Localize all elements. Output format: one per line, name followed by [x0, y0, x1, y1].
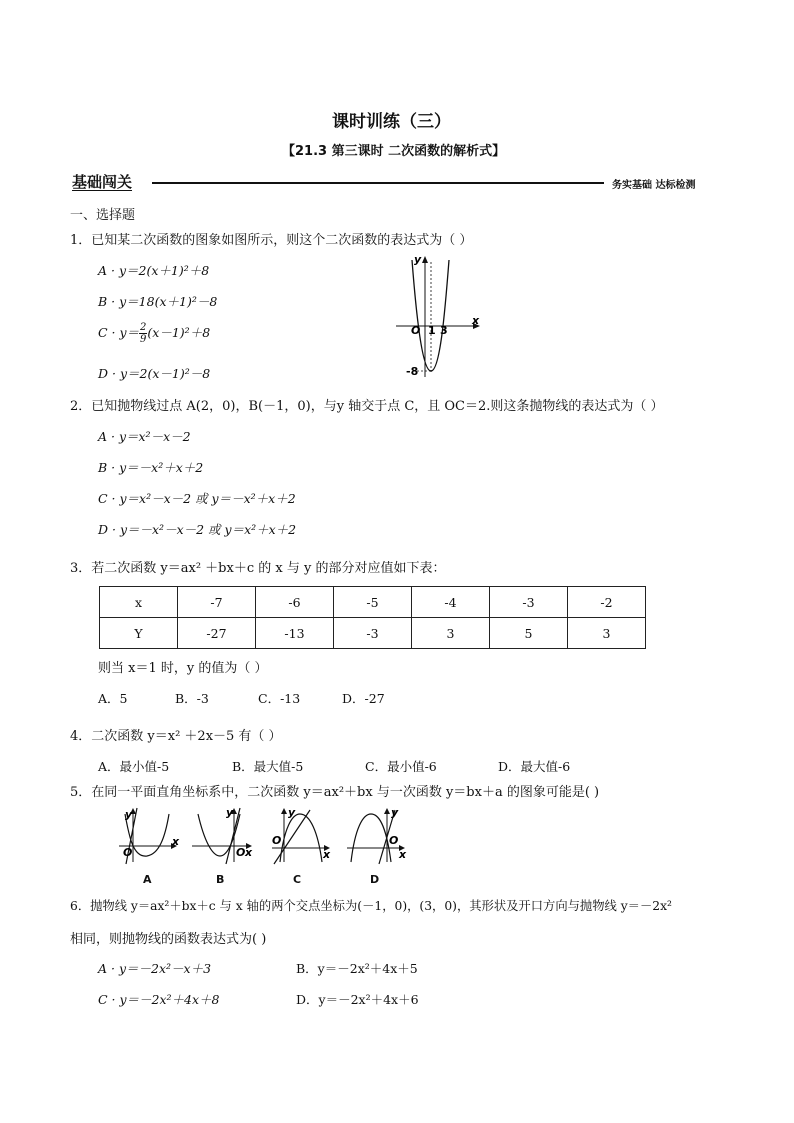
graph-tick-3: 3	[440, 324, 448, 337]
question-6-option-a[interactable]: A · y＝－2x²－x＋3	[98, 961, 212, 976]
part-heading: 一、选择题	[70, 208, 136, 223]
question-1-option-d[interactable]: D · y＝2(x－1)²－8	[98, 366, 211, 381]
table-cell: -3	[490, 587, 568, 618]
graph-tick-1: 1	[428, 324, 436, 337]
q5-graph-c-label: C	[293, 873, 302, 886]
question-1-graph	[392, 252, 487, 382]
table-cell: -27	[178, 618, 256, 649]
q5-graph-b-label: B	[216, 873, 225, 886]
question-6-stem-line-2: 相同，则抛物线的函数表达式为( )	[70, 932, 267, 947]
graph-x-label: x	[472, 314, 480, 327]
question-6-option-c[interactable]: C · y＝－2x²＋4x＋8	[98, 992, 220, 1007]
graph-origin-label: O	[272, 834, 282, 847]
table-cell: -2	[568, 587, 646, 618]
graph-y-label: y	[414, 253, 422, 266]
graph-y-label: y	[288, 806, 296, 819]
question-1-option-c-prefix: C · y＝	[98, 325, 140, 340]
table-cell: -7	[178, 587, 256, 618]
table-cell: 3	[412, 618, 490, 649]
table-cell: 5	[490, 618, 568, 649]
y-axis-arrow-icon	[281, 808, 287, 814]
graph-y-label: y	[226, 806, 234, 819]
y-axis-arrow-icon	[422, 256, 428, 263]
question-5-stem: 5．在同一平面直角坐标系中，二次函数 y＝ax²＋bx 与一次函数 y＝bx＋a 的图象可能是( )	[70, 785, 600, 800]
graph-origin-label: O	[123, 846, 133, 859]
question-3-option-b[interactable]: B．-3	[175, 691, 209, 706]
question-2-stem: 2．已知抛物线过点 A(2，0)，B(－1，0)，与y 轴交于点 C，且 OC＝2.则这条抛物线的表达式为（ ）	[70, 399, 664, 414]
question-6-option-d[interactable]: D．y＝－2x²＋4x＋6	[296, 992, 419, 1007]
table-row	[100, 618, 646, 649]
question-6-stem-line-1: 6．抛物线 y＝ax²＋bx＋c 与 x 轴的两个交点坐标为(－1，0)，(3，0)，其形状及开口方向与抛物线 y＝－2x²	[70, 899, 672, 913]
q5-graph-d[interactable]	[343, 806, 409, 866]
parabola-curve	[351, 814, 391, 862]
parabola-curve	[280, 814, 322, 862]
question-2-option-b[interactable]: B · y＝－x²＋x＋2	[98, 460, 204, 475]
question-4-stem: 4．二次函数 y＝x² ＋2x－5 有（ ）	[70, 729, 282, 744]
table-cell: -3	[334, 618, 412, 649]
q5-graph-a[interactable]	[117, 806, 183, 866]
question-6-option-b[interactable]: B．y＝－2x²＋4x＋5	[296, 961, 418, 976]
y-axis-arrow-icon	[384, 808, 390, 814]
question-1-option-c[interactable]	[98, 322, 210, 345]
graph-y-label: y	[125, 808, 133, 821]
graph-x-label: x	[323, 848, 331, 861]
question-3-stem: 3．若二次函数 y＝ax² ＋bx＋c 的 x 与 y 的部分对应值如下表：	[70, 561, 446, 576]
table-cell: x	[100, 587, 178, 618]
q5-graph-b[interactable]	[190, 806, 256, 866]
graph-origin-label: O	[236, 846, 246, 859]
graph-y-value: -8	[406, 365, 419, 378]
question-1-option-a[interactable]: A · y＝2(x＋1)²＋8	[98, 263, 210, 278]
section-right-label: 务实基础 达标检测	[612, 180, 696, 191]
q5-graph-d-label: D	[370, 873, 380, 886]
graph-x-label: x	[399, 848, 407, 861]
graph-y-label: y	[391, 806, 399, 819]
table-cell: -13	[256, 618, 334, 649]
graph-origin-label: O	[389, 834, 399, 847]
table-cell: -6	[256, 587, 334, 618]
value-table	[99, 586, 646, 649]
table-cell: 3	[568, 618, 646, 649]
question-3-option-a[interactable]: A．5	[98, 691, 128, 706]
question-2-option-d[interactable]: D · y＝－x²－x－2 或 y＝x²＋x＋2	[98, 522, 297, 537]
q5-graph-a-label: A	[143, 873, 152, 886]
question-4-option-d[interactable]: D．最大值-6	[498, 759, 571, 774]
question-2-option-c[interactable]: C · y＝x²－x－2 或 y＝－x²＋x＋2	[98, 491, 296, 506]
fraction-denominator: 9	[140, 334, 147, 345]
q5-graph-c[interactable]	[268, 806, 334, 866]
question-3-option-d[interactable]: D．-27	[342, 691, 385, 706]
table-row	[100, 587, 646, 618]
question-1-option-b[interactable]: B · y＝18(x＋1)²－8	[98, 294, 218, 309]
parabola-curve	[412, 260, 449, 371]
table-cell: Y	[100, 618, 178, 649]
graph-x-label: x	[245, 846, 253, 859]
table-cell: -4	[412, 587, 490, 618]
question-2-option-a[interactable]: A · y＝x²－x－2	[98, 429, 191, 444]
page-subtitle: 【21.3 第三课时 二次函数的解析式】	[282, 144, 506, 159]
table-cell: -5	[334, 587, 412, 618]
question-1-option-c-suffix: (x－1)²＋8	[147, 325, 211, 340]
fraction-numerator: 2	[140, 322, 147, 333]
question-4-option-c[interactable]: C．最小值-6	[365, 759, 437, 774]
question-3-option-c[interactable]: C．-13	[258, 691, 301, 706]
page-title: 课时训练（三）	[332, 112, 451, 132]
section-label: 基础闯关	[72, 173, 133, 191]
question-3-followup: 则当 x＝1 时，y 的值为（ ）	[98, 661, 268, 676]
graph-origin-label: O	[411, 324, 421, 337]
question-4-option-b[interactable]: B．最大值-5	[232, 759, 304, 774]
question-4-option-a[interactable]: A．最小值-5	[98, 759, 170, 774]
question-1-stem: 1．已知某二次函数的图象如图所示，则这个二次函数的表达式为（ ）	[70, 233, 473, 248]
graph-x-label: x	[172, 835, 180, 848]
section-divider	[152, 182, 604, 184]
